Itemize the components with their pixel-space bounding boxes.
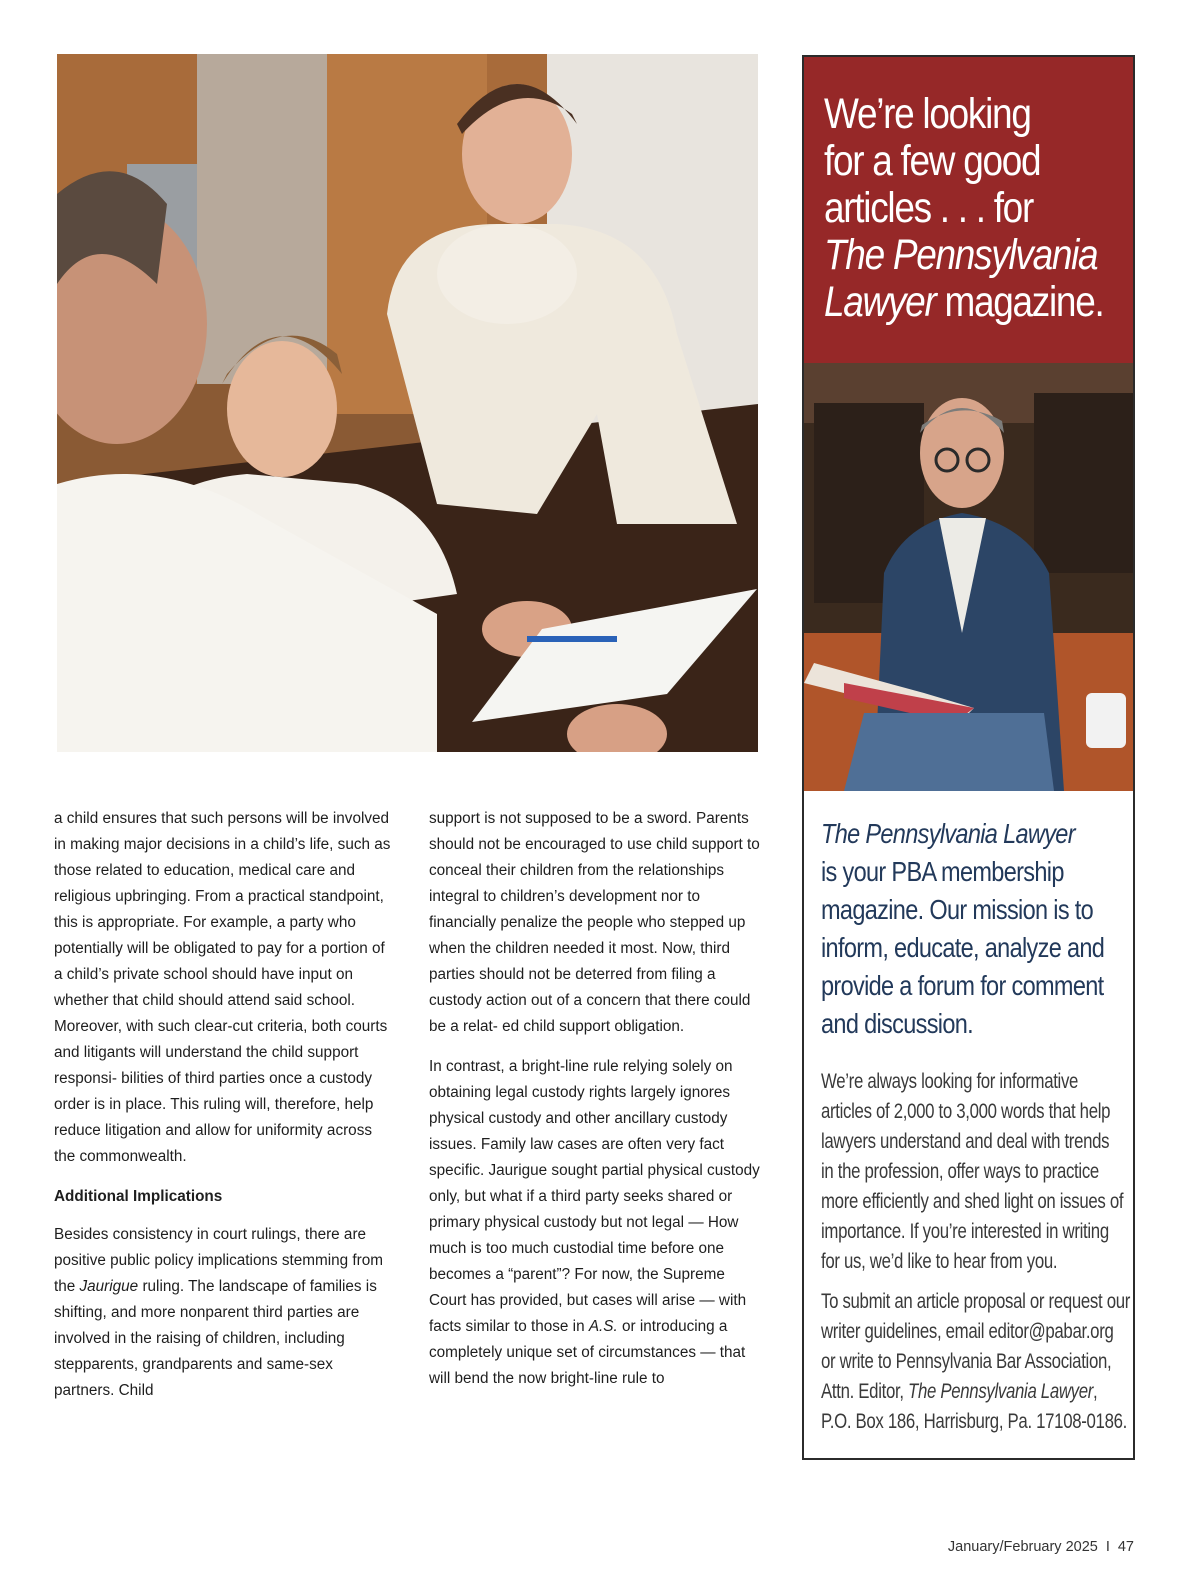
body-line: or write to Pennsylvania Bar Association, xyxy=(821,1350,1112,1373)
text-run: Besides consistency in court rulings, there are positive public policy implications stemming from the xyxy=(54,1226,384,1295)
magazine-name: The Pennsylvania Lawyer xyxy=(908,1380,1094,1403)
body-line: for us, we’d like to hear from you. xyxy=(821,1250,1058,1273)
body-line: importance. If you’re interested in writing xyxy=(821,1220,1109,1243)
call-for-articles xyxy=(821,1067,1124,1277)
lead-line: inform, educate, analyze and xyxy=(821,932,1105,963)
submission-info xyxy=(821,1287,1131,1437)
text-run: magazine. xyxy=(935,278,1104,326)
reader-portrait xyxy=(804,363,1133,791)
promo-line xyxy=(824,278,1104,326)
promo-line: for a few good xyxy=(824,137,1041,185)
text-run: Attn. Editor, xyxy=(821,1380,909,1403)
lead-line xyxy=(821,815,1075,853)
body-line: writer guidelines, email editor@pabar.org xyxy=(821,1320,1114,1343)
body-line: We’re always looking for informative xyxy=(821,1070,1079,1093)
page-number: 47 xyxy=(1117,1539,1134,1555)
text-run: ruling. The landscape of families is shifting, and more nonparent third parties are involved in the raising of children, including stepparents, grandparents and same-sex partners. Child xyxy=(54,1278,377,1399)
body-line: P.O. Box 186, Harrisburg, Pa. 17108-0186. xyxy=(821,1410,1127,1433)
promo-line xyxy=(824,231,1098,279)
case-name-jaurigue: Jaurigue xyxy=(79,1278,139,1295)
issue-date: January/February 2025 xyxy=(947,1539,1098,1555)
column2-paragraph-1: support is not supposed to be a sword. Parents should not be encouraged to use child support to conceal their children from the relationships integral to children’s development nor to financially penalize the people who stepped up when the children needed it most. Now, third parties should not be deterred from filing a custody action out of a concern that there could be a relat- ed child support obligation. xyxy=(429,810,760,1035)
lead-line: provide a forum for comment xyxy=(821,970,1104,1001)
promo-line: articles . . . for xyxy=(824,184,1033,232)
magazine-name: The Pennsylvania Lawyer xyxy=(821,818,1075,849)
article-column-1 xyxy=(54,806,396,1418)
sidebar-ad xyxy=(802,55,1135,1460)
lead-line: is your PBA membership xyxy=(821,856,1064,887)
page-footer xyxy=(948,1539,1134,1555)
body-line: To submit an article proposal or request our xyxy=(821,1290,1131,1313)
footer-separator: I xyxy=(1105,1539,1110,1555)
promo-headline xyxy=(804,57,1133,363)
body-line: articles of 2,000 to 3,000 words that help xyxy=(821,1100,1111,1123)
magazine-name: The Pennsylvania xyxy=(824,231,1098,279)
text-run: , xyxy=(1093,1380,1098,1403)
column2-paragraph-2 xyxy=(429,1054,763,1392)
article-column-2 xyxy=(429,806,763,1406)
lead-line: and discussion. xyxy=(821,1008,974,1039)
promo-line: We’re looking xyxy=(824,90,1031,138)
body-line: more efficiently and shed light on issues of xyxy=(821,1190,1124,1213)
body-line: in the profession, offer ways to practice xyxy=(821,1160,1099,1183)
family-photo xyxy=(57,54,758,752)
section-heading: Additional Implications xyxy=(54,1188,223,1205)
sidebar-body xyxy=(804,791,1133,1437)
body-line xyxy=(821,1377,1098,1407)
text-run: or introducing a completely unique set of circumstances — that will bend the now bright-line rule to xyxy=(429,1318,746,1387)
mission-statement xyxy=(821,815,1119,1043)
column1-paragraph-2 xyxy=(54,1222,396,1404)
magazine-name: Lawyer xyxy=(824,278,936,326)
text-run: In contrast, a bright-line rule relying solely on obtaining legal custody rights largely ignores physical custody and other ancillary custody issues. Family law cases are often very fact specific. Jaurigue sought partial physical custody only, but what if a third party seeks shared or primary physical custody but not legal — How much is too much custodial time before one becomes a “parent”? For now, the Supreme Court has provided, but cases will arise — with facts similar to those in xyxy=(429,1058,760,1335)
case-name-as: A.S. xyxy=(588,1318,618,1335)
column1-paragraph-1: a child ensures that such persons will be involved in making major decisions in a child’s life, such as those related to education, medical care and religious upbringing. From a practical standpoint, this is appropriate. For example, a party who potentially will be obligated to pay for a portion of a child’s private school should have input on whether that child should attend said school. Moreover, with such clear-cut criteria, both courts and litigants will understand the child support responsi- bilities of third parties once a custody order is in place. This ruling will, therefore, help reduce litigation and allow for uniformity across the commonwealth. xyxy=(54,810,391,1165)
lead-line: magazine. Our mission is to xyxy=(821,894,1094,925)
body-line: lawyers understand and deal with trends xyxy=(821,1130,1110,1153)
